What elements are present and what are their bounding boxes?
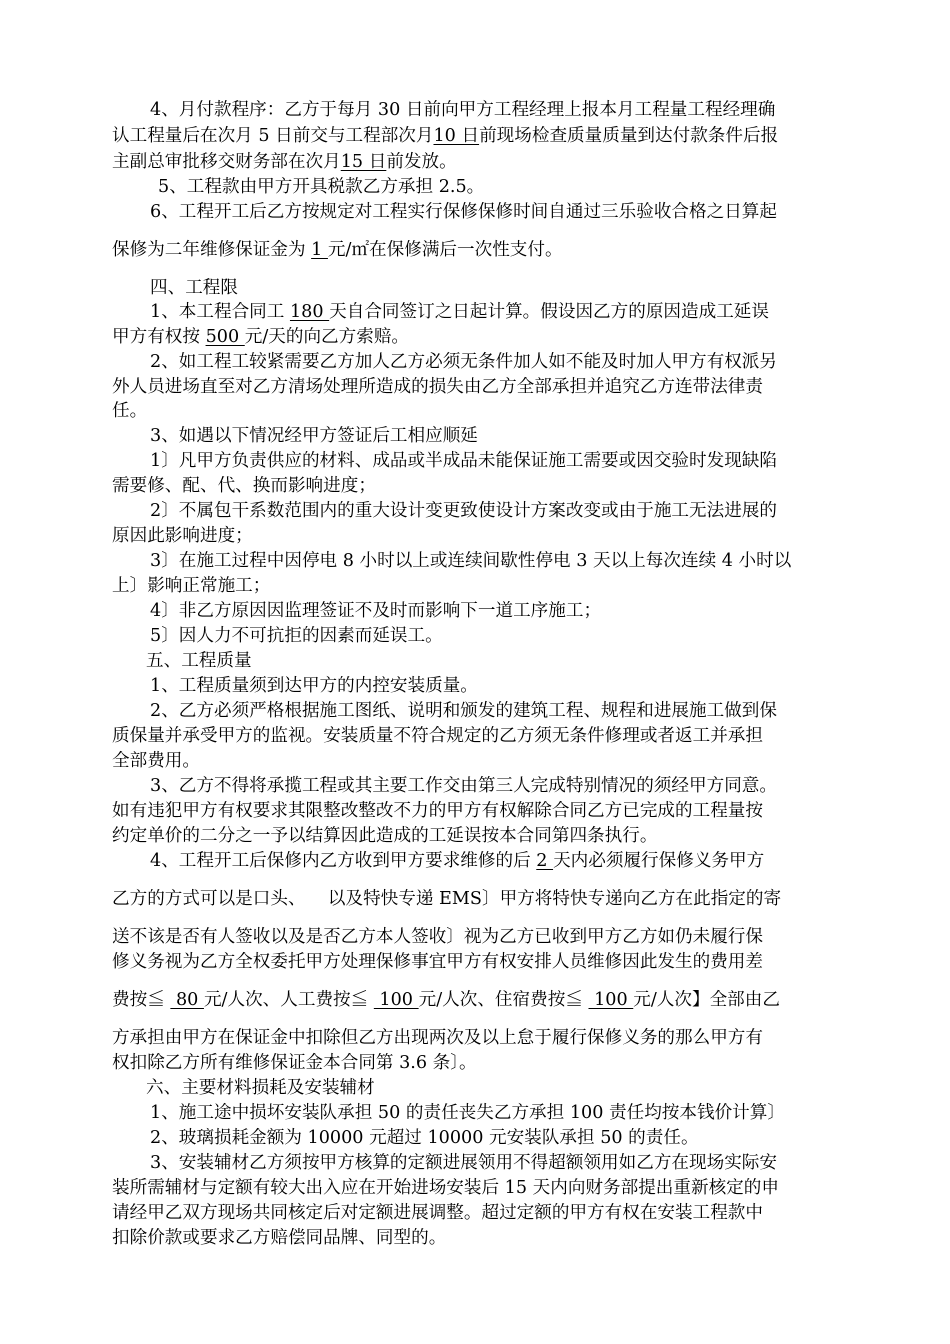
text-line [112,524,253,548]
text-segment: 元/人次、住宿费按≦ [418,990,589,1010]
text-segment: 3、如遇以下情况经甲方签证后工相应顺延 [150,426,478,446]
text-segment: 元/人次、人工费按≦ [203,990,374,1010]
text-segment: 请经甲乙双方现场共同核定后对定额进展调整。超过定额的甲方有权在安装工程款中 [112,1203,763,1223]
underlined-value: 500 [205,327,245,347]
text-line [112,574,270,598]
underlined-value: 15 日 [340,152,387,172]
text-segment: 质保量并承受甲方的监视。安装质量不符合规定的乙方须无条件修理或者返工并承担 [112,726,763,746]
text-line [112,887,781,911]
text-line [112,950,763,974]
underlined-value: 80 [170,990,204,1010]
text-line [150,699,777,723]
text-segment: 6、工程开工后乙方按规定对工程实行保修保修时间自通过三乐验收合格之日算起 [150,202,777,222]
text-segment: 装所需辅材与定额有较大出入应在开始进场安装后 15 天内向财务部提出重新核定的申 [112,1178,779,1198]
text-segment: 费按≦ [112,990,171,1010]
text-line [112,1051,477,1075]
underlined-value: 1 [311,240,328,260]
text-line [150,200,777,224]
text-segment: 主副总审批移交财务部在次月 [112,152,341,172]
underlined-value: 2 [536,851,554,871]
text-segment: 1、本工程合同工 [150,302,290,322]
text-segment: 认工程量后在次月 5 日前交与工程部次月 [112,126,434,146]
text-line [146,649,252,673]
text-segment: 任。 [112,401,148,421]
text-segment: 2、如工程工较紧需要乙方加人乙方必须无条件加人如不能及时加人甲方有权派另 [150,352,777,372]
text-line [158,175,484,199]
text-segment: 扣除价款或要求乙方赔偿同品牌、同型的。 [112,1228,447,1248]
text-line [150,599,601,623]
text-line [112,1026,763,1050]
text-line [150,549,791,573]
text-line [112,1176,779,1200]
text-segment: 全部费用。 [112,751,200,771]
text-line [150,674,478,698]
text-line [150,1126,699,1150]
text-line [150,276,238,300]
text-line [112,1226,446,1250]
text-segment: 方承担由甲方在保证金中扣除但乙方出现两次及以上怠于履行保修义务的那么甲方有 [112,1028,763,1048]
text-segment: 元/㎡在保修满后一次性支付。 [327,240,563,260]
text-segment: 保修为二年维修保证金为 [112,240,312,260]
text-line [150,98,775,122]
text-segment: 3、乙方不得将承揽工程或其主要工作交由第三人完成特别情况的须经甲方同意。 [150,776,777,796]
text-line [112,325,409,349]
text-line [150,1101,785,1125]
text-segment: 元/天的向乙方索赔。 [244,327,410,347]
text-segment: 4〕非乙方原因因监理签证不及时而影响下一道工序施工； [150,601,602,621]
text-segment: 4、工程开工后保修内乙方收到甲方要求维修的后 [150,851,537,871]
text-segment: 前发放。 [386,152,457,172]
text-line [112,724,763,748]
text-line [112,399,147,423]
text-segment: 2、乙方必须严格根据施工图纸、说明和颁发的建筑工程、规程和进展施工做到保 [150,701,777,721]
text-segment: 天内必须履行保修义务甲方 [553,851,765,871]
text-line [150,300,769,324]
underlined-value: 180 [289,302,330,322]
text-segment: 送不该是否有人签收以及是否乙方本人签收〕视为乙方已收到甲方乙方如仍未履行保 [112,927,763,947]
text-segment: 3〕在施工过程中因停电 8 小时以上或连续间歇性停电 3 天以上每次连续 4 小时以 [150,551,792,571]
text-line [112,474,376,498]
text-segment: 六、主要材料损耗及安装辅材 [146,1078,375,1098]
underlined-value: 10 日 [433,126,480,146]
text-segment: 2、玻璃损耗金额为 10000 元超过 10000 元安装队承担 50 的责任。 [150,1128,699,1148]
text-line [112,124,778,148]
text-line [112,824,657,848]
text-segment: 元/人次】全部由乙 [633,990,780,1010]
text-line [112,925,763,949]
text-line [112,1201,763,1225]
text-segment: 乙方的方式可以是口头、 以及特快专递 EMS〕甲方将特快专递向乙方在此指定的寄 [112,889,782,909]
text-line [112,799,763,823]
text-line [150,499,777,523]
text-segment: 前现场检查质量质量到达付款条件后报 [479,126,779,146]
text-line [150,624,443,648]
text-line [150,774,777,798]
text-segment: 需要修、配、代、换而影响进度； [112,476,376,496]
underlined-value: 100 [373,990,419,1010]
text-segment: 4、月付款程序：乙方于每月 30 日前向甲方工程经理上报本月工程量工程经理确 [150,100,776,120]
text-segment: 5、工程款由甲方开具税款乙方承担 2.5。 [158,177,485,197]
text-segment: 上〕影响正常施工； [112,576,271,596]
text-line [150,350,777,374]
text-segment: 5〕因人力不可抗拒的因素而延误工。 [150,626,443,646]
text-segment: 修义务视为乙方全权委托甲方处理保修事宜甲方有权安排人员维修因此发生的费用差 [112,952,763,972]
text-segment: 1、施工途中损坏安装队承担 50 的责任丧失乙方承担 100 责任均按本钱价计算〕 [150,1103,785,1123]
text-line [150,424,478,448]
text-line [112,988,780,1012]
text-line [146,1076,375,1100]
text-line [112,150,457,174]
text-segment: 权扣除乙方所有维修保证金本合同第 3.6 条〕。 [112,1053,477,1073]
text-segment: 1、工程质量须到达甲方的内控安装质量。 [150,676,478,696]
text-segment: 3、安装辅材乙方须按甲方核算的定额进展领用不得超额领用如乙方在现场实际安 [150,1153,777,1173]
text-segment: 如有违犯甲方有权要求其限整改整改不力的甲方有权解除合同乙方已完成的工程量按 [112,801,763,821]
text-segment: 五、工程质量 [146,651,252,671]
text-segment: 天自合同签订之日起计算。假设因乙方的原因造成工延误 [329,302,769,322]
text-line [150,1151,777,1175]
text-line [112,375,763,399]
text-line [112,749,200,773]
text-segment: 2〕不属包干系数范围内的重大设计变更致使设计方案改变或由于施工无法进展的 [150,501,777,521]
text-segment: 甲方有权按 [112,327,206,347]
text-line [150,449,777,473]
text-segment: 原因此影响进度； [112,526,253,546]
underlined-value: 100 [588,990,634,1010]
text-segment: 1〕凡甲方负责供应的材料、成品或半成品未能保证施工需要或因交验时发现缺陷 [150,451,777,471]
text-line [150,849,764,873]
text-line [112,238,563,262]
text-segment: 四、工程限 [150,278,238,298]
text-segment: 外人员进场直至对乙方清场处理所造成的损失由乙方全部承担并追究乙方连带法律责 [112,377,763,397]
text-segment: 约定单价的二分之一予以结算因此造成的工延误按本合同第四条执行。 [112,826,658,846]
